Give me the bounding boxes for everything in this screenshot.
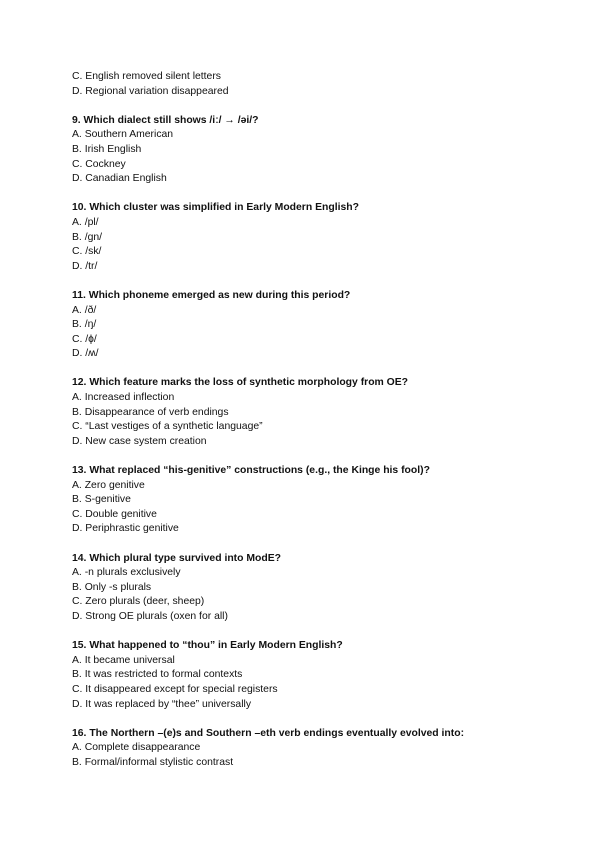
question-block-13 [72, 464, 542, 537]
question-block-11 [72, 289, 542, 362]
option-text: C. Cockney [72, 158, 126, 170]
option-text: A. It became universal [72, 654, 175, 666]
option-text: B. Disappearance of verb endings [72, 406, 229, 418]
option-text: A. Complete disappearance [72, 742, 201, 754]
question-text: 15. What happened to “thou” in Early Modern English? [72, 640, 343, 652]
question-block-12 [72, 376, 542, 449]
question-block-15 [72, 639, 542, 712]
option-text: C. English removed silent letters [72, 71, 221, 82]
question-block-16 [72, 727, 542, 771]
option-text: D. Strong OE plurals (oxen for all) [72, 610, 228, 622]
question-text: 14. Which plural type survived into ModE? [72, 552, 281, 564]
option-text: A. Zero genitive [72, 479, 145, 491]
continued-options [72, 70, 542, 99]
question-text: 10. Which cluster was simplified in Early Modern English? [72, 202, 359, 214]
option-text: B. S-genitive [72, 494, 131, 506]
question-text: 11. Which phoneme emerged as new during this period? [72, 289, 351, 301]
option-text: B. /gn/ [72, 231, 103, 243]
question-text: 13. What replaced “his-genitive” constructions (e.g., the Kinge his fool)? [72, 465, 430, 477]
option-text: C. Zero plurals (deer, sheep) [72, 596, 205, 608]
option-text: B. Formal/informal stylistic contrast [72, 756, 234, 768]
option-text: A. Southern American [72, 129, 174, 141]
option-text: C. It disappeared except for special registers [72, 683, 278, 695]
option-text: B. It was restricted to formal contexts [72, 669, 243, 681]
option-text: D. /tr/ [72, 260, 98, 272]
option-text: B. Only -s plurals [72, 581, 152, 593]
question-text: 12. Which feature marks the loss of synthetic morphology from OE? [72, 377, 409, 389]
option-text: D. Canadian English [72, 173, 167, 185]
option-text: C. Double genitive [72, 508, 157, 520]
option-text: D. /ʍ/ [72, 348, 99, 360]
option-text: D. Regional variation disappeared [72, 85, 229, 97]
question-text: 9. Which dialect still shows /iː/ → /əi/? [72, 114, 259, 126]
option-text: D. Periphrastic genitive [72, 523, 179, 535]
option-text: C. /sk/ [72, 246, 102, 258]
option-text: D. New case system creation [72, 435, 207, 447]
option-text: C. “Last vestiges of a synthetic language” [72, 421, 263, 433]
question-text: 16. The Northern –(e)s and Southern –eth verb endings eventually evolved into: [72, 727, 465, 739]
question-block-10 [72, 201, 542, 274]
question-block-9 [72, 114, 542, 187]
option-text: A. Increased inflection [72, 392, 175, 404]
document-page [72, 70, 542, 771]
option-text: B. Irish English [72, 143, 142, 155]
question-block-14 [72, 552, 542, 625]
option-text: C. /ɸ/ [72, 333, 97, 345]
option-text: A. -n plurals exclusively [72, 567, 181, 579]
option-text: A. /ð/ [72, 304, 97, 316]
option-text: D. It was replaced by “thee” universally [72, 698, 252, 710]
option-text: B. /ŋ/ [72, 319, 97, 331]
option-text: A. /pl/ [72, 216, 99, 228]
